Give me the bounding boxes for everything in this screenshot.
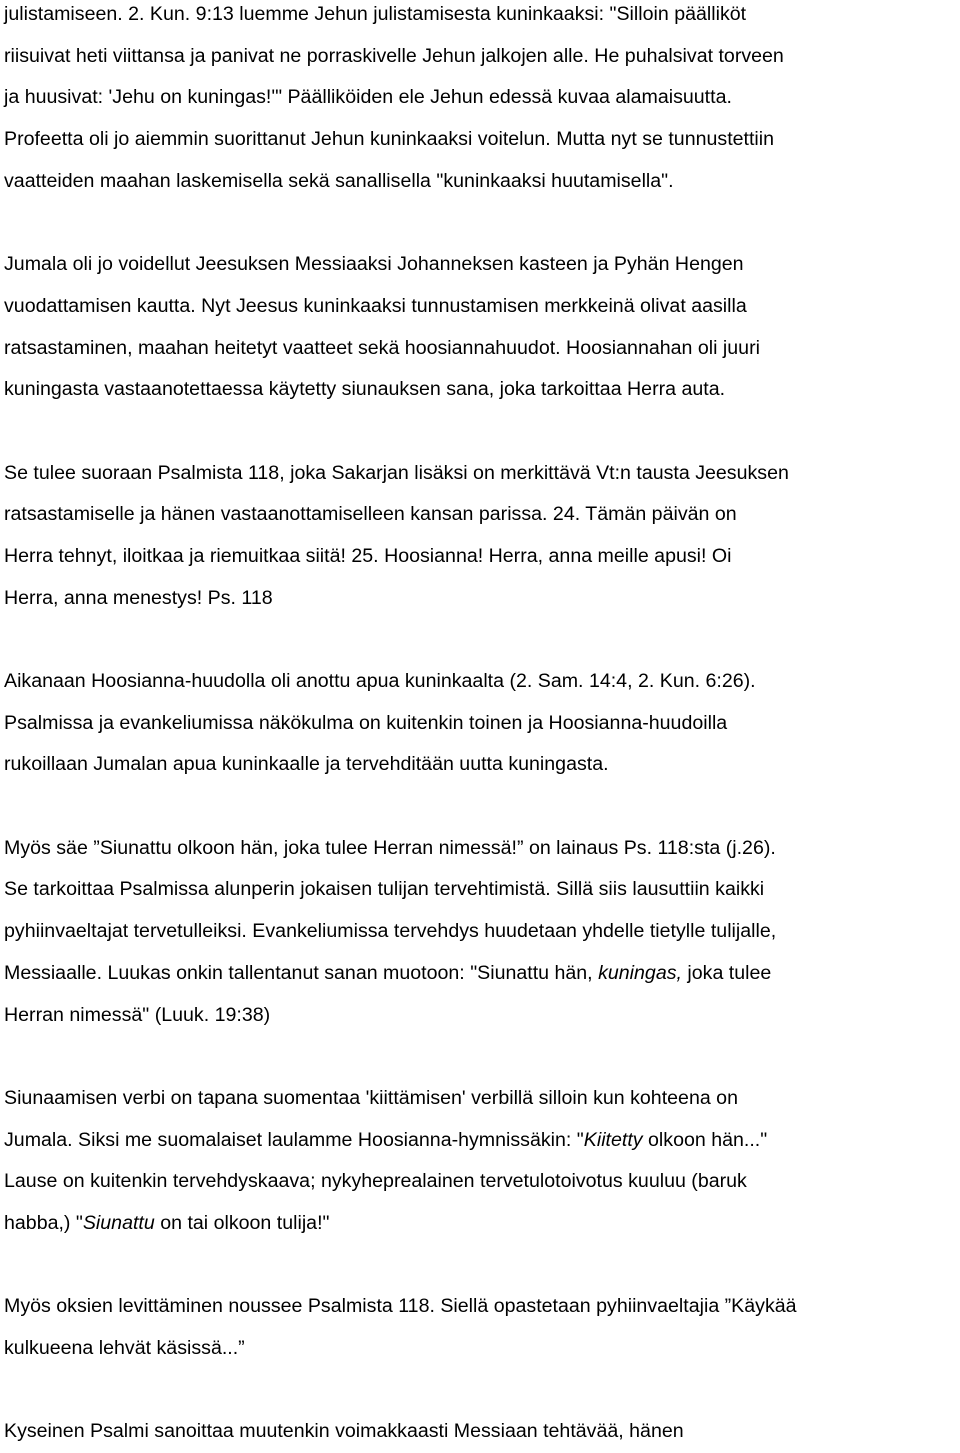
text-line [4, 1203, 956, 1245]
text-line: Kyseinen Psalmi sanoittaa muutenkin voimakkaasti Messiaan tehtävää, hänen [4, 1420, 684, 1443]
paragraph-hoosianna-cry [4, 661, 956, 786]
text-run: Messiaalle. Luukas onkin tallentanut sanan muotoon: "Siunattu hän, [4, 961, 599, 984]
text-run: olkoon hän..." [642, 1128, 768, 1151]
text-line: Lause on kuitenkin tervehdyskaava; nykyheprealainen tervetulotoivotus kuuluu (baruk [4, 1170, 747, 1193]
text-line: ratsastamiselle ja hänen vastaanottamiselleen kansan parissa. 24. Tämän päivän on [4, 503, 737, 526]
italic-text: kuningas, [598, 961, 682, 984]
text-run: joka tulee [681, 961, 772, 984]
paragraph-branches [4, 1286, 956, 1369]
text-run: Jumala. Siksi me suomalaiset laulamme Hoosianna-hymnissäkin: " [4, 1128, 584, 1151]
text-run: on tai olkoon tulija!" [154, 1211, 330, 1234]
text-line: Se tarkoittaa Psalmissa alunperin jokaisen tulijan tervehtimistä. Sillä siis lausuttiin kaikki [4, 878, 765, 901]
text-line [4, 1120, 956, 1162]
paragraph-blessing-verb [4, 1078, 956, 1245]
text-line: Herra tehnyt, iloitkaa ja riemuitkaa siitä! 25. Hoosianna! Herra, anna meille apusi! Oi [4, 544, 732, 567]
text-line: ja huusivat: 'Jehu on kuningas!'" Päälliköiden ele Jehun edessä kuvaa alamaisuutta. [4, 86, 732, 109]
text-line: rukoillaan Jumalan apua kuninkaalle ja tervehditään uutta kuningasta. [4, 753, 609, 776]
text-line: Siunaamisen verbi on tapana suomentaa 'kiittämisen' verbillä silloin kun kohteena on [4, 1086, 738, 1109]
italic-text: Siunattu [82, 1211, 155, 1234]
paragraph-jehu [4, 0, 956, 202]
text-line: riisuivat heti viittansa ja panivat ne porraskivelle Jehun jalkojen alle. He puhalsivat torveen [4, 44, 784, 67]
text-line: ratsastaminen, maahan heitetyt vaatteet sekä hoosiannahuudot. Hoosiannahan oli juuri [4, 336, 760, 359]
document-page [4, 0, 956, 1453]
text-line: Myös oksien levittäminen noussee Psalmista 118. Siellä opastetaan pyhiinvaeltajia ”Käykää [4, 1295, 797, 1318]
text-line: Aikanaan Hoosianna-huudolla oli anottu apua kuninkaalta (2. Sam. 14:4, 2. Kun. 6:26). [4, 670, 756, 692]
text-line: pyhiinvaeltajat tervetulleiksi. Evankeliumissa tervehdys huudetaan yhdelle tietylle tulijalle, [4, 920, 777, 943]
text-line [4, 953, 956, 995]
paragraph-blessed [4, 828, 956, 1036]
text-line: vuodattamisen kautta. Nyt Jeesus kuninkaaksi tunnustamisen merkkeinä olivat aasilla [4, 294, 747, 317]
paragraph-psalm-messiah [4, 1411, 956, 1453]
text-run: habba,) " [4, 1211, 83, 1234]
text-line: Herran nimessä" (Luuk. 19:38) [4, 1003, 271, 1026]
text-line: Jumala oli jo voidellut Jeesuksen Messiaaksi Johanneksen kasteen ja Pyhän Hengen [4, 253, 744, 276]
text-line: Profeetta oli jo aiemmin suorittanut Jehun kuninkaaksi voitelun. Mutta nyt se tunnustettiin [4, 128, 775, 151]
paragraph-psalm-118 [4, 453, 956, 620]
text-line: kulkueena lehvät käsissä...” [4, 1337, 245, 1359]
text-line: Herra, anna menestys! Ps. 118 [4, 586, 273, 609]
text-line: Se tulee suoraan Psalmista 118, joka Sakarjan lisäksi on merkittävä Vt:n tausta Jeesuksen [4, 461, 789, 484]
text-line: vaatteiden maahan laskemisella sekä sanallisella "kuninkaaksi huutamisella". [4, 169, 674, 192]
text-line: Psalmissa ja evankeliumissa näkökulma on kuitenkin toinen ja Hoosianna-huudoilla [4, 711, 728, 734]
text-line: Myös säe ”Siunattu olkoon hän, joka tulee Herran nimessä!” on lainaus Ps. 118:sta (j.26). [4, 836, 776, 859]
paragraph-messiah [4, 244, 956, 411]
text-line: kuningasta vastaanotettaessa käytetty siunauksen sana, joka tarkoittaa Herra auta. [4, 378, 726, 401]
italic-text: Kiitetty [583, 1128, 643, 1151]
text-line: julistamiseen. 2. Kun. 9:13 luemme Jehun julistamisesta kuninkaaksi: "Silloin päälliköt [4, 3, 747, 25]
